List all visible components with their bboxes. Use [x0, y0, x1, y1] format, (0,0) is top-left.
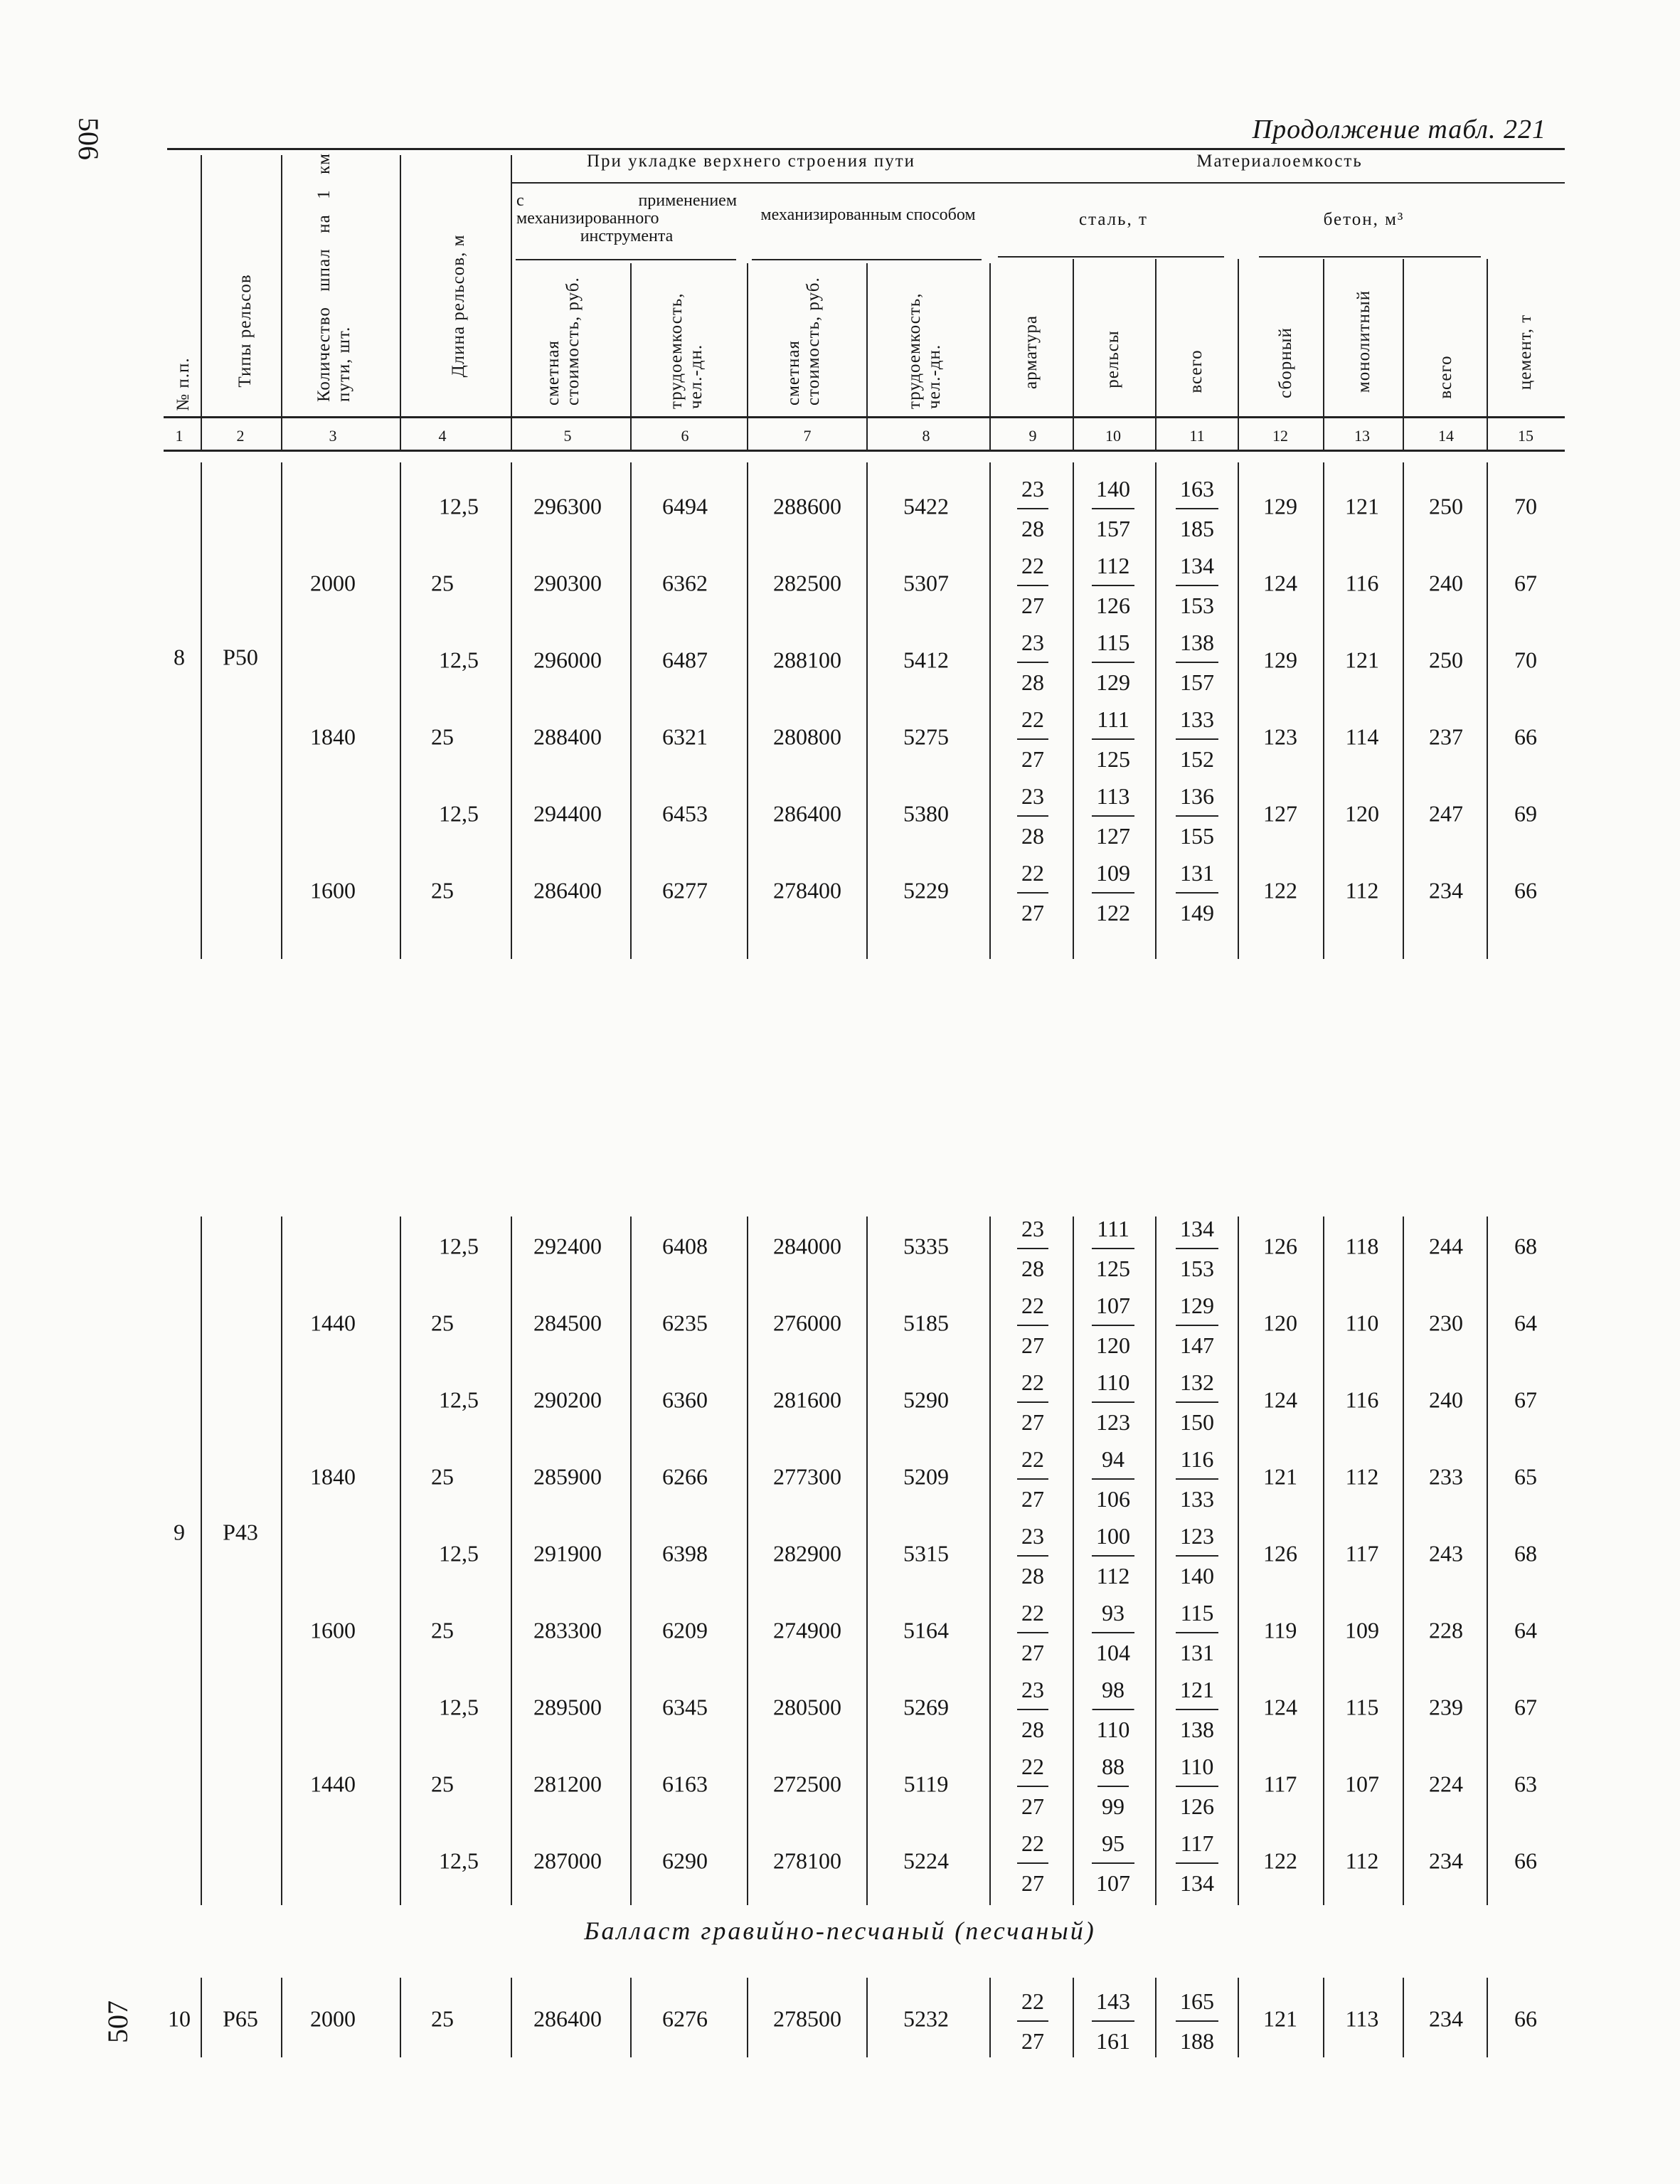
steel-total-fraction: 116 133 — [1180, 1440, 1214, 1518]
concrete-total: 243 — [1429, 1540, 1463, 1567]
header-steel-total: всего — [1186, 349, 1206, 393]
steel-total-fraction: 123 140 — [1180, 1517, 1214, 1595]
labor-manual: 6408 — [662, 1233, 708, 1259]
rails-fraction: 111 125 — [1096, 1209, 1130, 1288]
labor-manual: 6209 — [662, 1617, 708, 1643]
cost-manual: 286400 — [533, 877, 602, 903]
monolithic-concrete: 114 — [1345, 723, 1379, 750]
body-col-divider — [1238, 1978, 1239, 2057]
precast-concrete: 121 — [1263, 2005, 1297, 2032]
monolithic-concrete: 120 — [1345, 800, 1379, 827]
body-col-divider — [400, 1216, 401, 1905]
rail-type: P65 — [223, 2005, 258, 2032]
cement: 66 — [1514, 2005, 1537, 2032]
column-number: 15 — [1518, 427, 1533, 445]
cement: 67 — [1514, 1387, 1537, 1413]
header-rebar: арматура — [1021, 314, 1041, 390]
header-cost-manual: сметная стоимость, руб. — [543, 277, 583, 405]
cement: 67 — [1514, 1694, 1537, 1720]
rail-length: 25 — [431, 1463, 454, 1490]
precast-concrete: 126 — [1263, 1540, 1297, 1567]
rail-length: 12,5 — [439, 493, 479, 519]
rail-length: 12,5 — [439, 1848, 479, 1874]
labor-manual: 6453 — [662, 800, 708, 827]
cost-manual: 296300 — [533, 493, 602, 519]
rails-fraction: 112 126 — [1096, 546, 1130, 625]
labor-mech: 5119 — [903, 1771, 949, 1797]
header-rail-type: Типы рельсов — [235, 274, 255, 388]
rebar-fraction: 22 27 — [1021, 1982, 1044, 2060]
body-col-divider — [1487, 462, 1488, 959]
header-precast: сборный — [1276, 327, 1295, 398]
cement: 67 — [1514, 570, 1537, 596]
column-number: 7 — [803, 427, 812, 445]
body-col-divider — [630, 462, 632, 959]
rail-length: 25 — [431, 2005, 454, 2032]
rebar-fraction: 23 28 — [1021, 777, 1044, 855]
cost-mech: 276000 — [773, 1310, 841, 1336]
cement: 69 — [1514, 800, 1537, 827]
rebar-fraction: 22 27 — [1021, 1824, 1044, 1902]
concrete-total: 250 — [1429, 493, 1463, 519]
steel-total-fraction: 138 157 — [1180, 623, 1214, 701]
cost-manual: 281200 — [533, 1771, 602, 1797]
precast-concrete: 123 — [1263, 723, 1297, 750]
cost-manual: 291900 — [533, 1540, 602, 1567]
header-labor-manual: трудоемкость, чел.-дн. — [666, 292, 706, 409]
body-col-divider — [1073, 1978, 1074, 2057]
cost-mech: 288600 — [773, 493, 841, 519]
cement: 66 — [1514, 1848, 1537, 1874]
steel-total-fraction: 134 153 — [1180, 546, 1214, 625]
cost-mech: 281600 — [773, 1387, 841, 1413]
cost-mech: 282500 — [773, 570, 841, 596]
labor-manual: 6362 — [662, 570, 708, 596]
cement: 70 — [1514, 493, 1537, 519]
body-col-divider — [201, 1216, 202, 1905]
body-col-divider — [201, 1978, 202, 2057]
rail-length: 25 — [431, 723, 454, 750]
cement: 66 — [1514, 877, 1537, 903]
body-col-divider — [400, 462, 401, 959]
rail-length: 12,5 — [439, 1233, 479, 1259]
labor-mech: 5209 — [903, 1463, 949, 1490]
cost-mech: 274900 — [773, 1617, 841, 1643]
cement: 66 — [1514, 723, 1537, 750]
body-col-divider — [630, 1978, 632, 2057]
body-col-divider — [1155, 1978, 1157, 2057]
labor-manual: 6163 — [662, 1771, 708, 1797]
rebar-fraction: 22 27 — [1021, 1747, 1044, 1825]
body-col-divider — [747, 1216, 748, 1905]
labor-mech: 5232 — [903, 2005, 949, 2032]
rebar-fraction: 23 28 — [1021, 623, 1044, 701]
steel-total-fraction: 115 131 — [1180, 1594, 1214, 1672]
steel-total-fraction: 131 149 — [1180, 854, 1214, 932]
concrete-total: 244 — [1429, 1233, 1463, 1259]
rails-fraction: 95 107 — [1096, 1824, 1130, 1902]
material-header: Материалоемкость — [1196, 152, 1363, 171]
body-col-divider — [281, 462, 282, 959]
cost-mech: 277300 — [773, 1463, 841, 1490]
rail-type: P50 — [223, 644, 258, 670]
labor-manual: 6235 — [662, 1310, 708, 1336]
rails-fraction: 98 110 — [1097, 1670, 1130, 1749]
monolithic-concrete: 107 — [1345, 1771, 1379, 1797]
body-col-divider — [511, 1216, 512, 1905]
column-number: 8 — [922, 427, 930, 445]
column-number: 11 — [1189, 427, 1205, 445]
monolithic-concrete: 115 — [1345, 1694, 1379, 1720]
header-concrete-total: всего — [1436, 355, 1455, 399]
labor-manual: 6266 — [662, 1463, 708, 1490]
rails-fraction: 100 112 — [1096, 1517, 1130, 1595]
labor-manual: 6494 — [662, 493, 708, 519]
steel-total-fraction: 133 152 — [1180, 700, 1214, 778]
rebar-fraction: 23 28 — [1021, 1517, 1044, 1595]
cost-mech: 278400 — [773, 877, 841, 903]
body-col-divider — [866, 462, 868, 959]
body-col-divider — [511, 1978, 512, 2057]
concrete-total: 250 — [1429, 647, 1463, 673]
body-col-divider — [1155, 462, 1157, 959]
cost-mech: 288100 — [773, 647, 841, 673]
labor-manual: 6487 — [662, 647, 708, 673]
cost-mech: 280500 — [773, 1694, 841, 1720]
labor-manual: 6345 — [662, 1694, 708, 1720]
monolithic-concrete: 113 — [1345, 2005, 1379, 2032]
cost-manual: 287000 — [533, 1848, 602, 1874]
precast-concrete: 122 — [1263, 877, 1297, 903]
labor-mech: 5269 — [903, 1694, 949, 1720]
body-col-divider — [1238, 462, 1239, 959]
body-col-divider — [989, 1216, 991, 1905]
labor-mech: 5185 — [903, 1310, 949, 1336]
steel-total-fraction: 165 188 — [1180, 1982, 1214, 2060]
rebar-fraction: 22 27 — [1021, 1440, 1044, 1518]
rails-fraction: 110 123 — [1096, 1363, 1130, 1441]
monolithic-concrete: 117 — [1345, 1540, 1379, 1567]
concrete-total: 247 — [1429, 800, 1463, 827]
column-number: 9 — [1028, 427, 1037, 445]
steel-total-fraction: 136 155 — [1180, 777, 1214, 855]
precast-concrete: 124 — [1263, 570, 1297, 596]
header-n: № п.п. — [174, 357, 193, 411]
rail-length: 25 — [431, 1771, 454, 1797]
cost-manual: 289500 — [533, 1694, 602, 1720]
rebar-fraction: 22 27 — [1021, 1363, 1044, 1441]
steel-total-fraction: 121 138 — [1180, 1670, 1214, 1749]
rebar-fraction: 22 27 — [1021, 700, 1044, 778]
labor-mech: 5229 — [903, 877, 949, 903]
rebar-fraction: 23 28 — [1021, 1670, 1044, 1749]
cost-mech: 286400 — [773, 800, 841, 827]
labor-mech: 5335 — [903, 1233, 949, 1259]
page-number-bottom: 507 — [102, 2000, 134, 2043]
steel-total-fraction: 129 147 — [1180, 1286, 1214, 1364]
steel-total-fraction: 163 185 — [1180, 470, 1214, 548]
monolithic-concrete: 109 — [1345, 1617, 1379, 1643]
concrete-total: 234 — [1429, 2005, 1463, 2032]
header-rails: рельсы — [1103, 330, 1122, 388]
labor-manual: 6398 — [662, 1540, 708, 1567]
rebar-fraction: 23 28 — [1021, 1209, 1044, 1288]
rail-length: 12,5 — [439, 1387, 479, 1413]
table-continuation-caption: Продолжение табл. 221 — [1252, 115, 1546, 144]
concrete-total: 230 — [1429, 1310, 1463, 1336]
precast-concrete: 127 — [1263, 800, 1297, 827]
body-col-divider — [201, 462, 202, 959]
concrete-total: 228 — [1429, 1617, 1463, 1643]
rails-fraction: 109 122 — [1096, 854, 1130, 932]
row-number: 8 — [174, 644, 185, 670]
body-col-divider — [747, 462, 748, 959]
concrete-header: бетон, м³ — [1323, 210, 1405, 229]
body-col-divider — [866, 1216, 868, 1905]
cement: 64 — [1514, 1310, 1537, 1336]
column-number: 12 — [1272, 427, 1288, 445]
labor-mech: 5275 — [903, 723, 949, 750]
rails-fraction: 111 125 — [1096, 700, 1130, 778]
precast-concrete: 120 — [1263, 1310, 1297, 1336]
rebar-fraction: 22 27 — [1021, 546, 1044, 625]
body-col-divider — [511, 462, 512, 959]
page-number-top: 506 — [73, 117, 105, 160]
body-col-divider — [1403, 1978, 1404, 2057]
steel-total-fraction: 132 150 — [1180, 1363, 1214, 1441]
labor-mech: 5380 — [903, 800, 949, 827]
cost-manual: 288400 — [533, 723, 602, 750]
body-col-divider — [747, 1978, 748, 2057]
body-col-divider — [1487, 1216, 1488, 1905]
body-col-divider — [400, 1978, 401, 2057]
sleeper-count: 1440 — [310, 1310, 356, 1336]
rails-fraction: 143 161 — [1096, 1982, 1130, 2060]
rail-type: P43 — [223, 1519, 258, 1545]
column-number: 1 — [175, 427, 184, 445]
rebar-fraction: 22 27 — [1021, 1594, 1044, 1672]
labor-manual: 6321 — [662, 723, 708, 750]
rails-fraction: 88 99 — [1102, 1747, 1125, 1825]
rail-length: 25 — [431, 1617, 454, 1643]
rebar-fraction: 22 27 — [1021, 1286, 1044, 1364]
labor-manual: 6290 — [662, 1848, 708, 1874]
header-cost-mech: сметная стоимость, руб. — [784, 277, 823, 405]
precast-concrete: 122 — [1263, 1848, 1297, 1874]
cement: 64 — [1514, 1617, 1537, 1643]
cost-mech: 278100 — [773, 1848, 841, 1874]
cost-manual: 284500 — [533, 1310, 602, 1336]
rebar-fraction: 23 28 — [1021, 470, 1044, 548]
laying-header: При укладке верхнего строения пути — [586, 152, 916, 171]
body-col-divider — [989, 1978, 991, 2057]
concrete-total: 234 — [1429, 1848, 1463, 1874]
cost-mech: 272500 — [773, 1771, 841, 1797]
steel-header: сталь, т — [1079, 210, 1148, 229]
column-number: 5 — [563, 427, 572, 445]
cement: 68 — [1514, 1233, 1537, 1259]
section-label: Балласт гравийно-песчаный (песчаный) — [584, 1917, 1096, 1945]
sleeper-count: 1440 — [310, 1771, 356, 1797]
body-col-divider — [1323, 1978, 1324, 2057]
column-number: 4 — [438, 427, 447, 445]
body-col-divider — [1403, 1216, 1404, 1905]
cement: 68 — [1514, 1540, 1537, 1567]
cost-mech: 280800 — [773, 723, 841, 750]
concrete-total: 234 — [1429, 877, 1463, 903]
sleeper-count: 2000 — [310, 2005, 356, 2032]
cost-mech: 284000 — [773, 1233, 841, 1259]
concrete-total: 239 — [1429, 1694, 1463, 1720]
labor-mech: 5224 — [903, 1848, 949, 1874]
body-col-divider — [1323, 462, 1324, 959]
labor-mech: 5412 — [903, 647, 949, 673]
labor-mech: 5290 — [903, 1387, 949, 1413]
rails-fraction: 107 120 — [1096, 1286, 1130, 1364]
cost-manual: 286400 — [533, 2005, 602, 2032]
header-sleepers: Количество шпал на 1 км пути, шт. — [314, 153, 353, 402]
cement: 63 — [1514, 1771, 1537, 1797]
header-cement: цемент, т — [1516, 314, 1535, 391]
column-number: 14 — [1438, 427, 1454, 445]
cost-mech: 278500 — [773, 2005, 841, 2032]
header-rail-length: Длина рельсов, м — [449, 234, 468, 378]
labor-mech: 5307 — [903, 570, 949, 596]
concrete-total: 233 — [1429, 1463, 1463, 1490]
precast-concrete: 124 — [1263, 1387, 1297, 1413]
rails-fraction: 113 127 — [1096, 777, 1130, 855]
rebar-fraction: 22 27 — [1021, 854, 1044, 932]
rail-length: 25 — [431, 570, 454, 596]
mechanized-header: механизированным способом — [760, 206, 976, 224]
header-monolithic: монолитный — [1354, 290, 1373, 393]
monolithic-concrete: 112 — [1345, 877, 1379, 903]
monolithic-concrete: 112 — [1345, 1463, 1379, 1490]
sleeper-count: 1840 — [310, 723, 356, 750]
rail-length: 12,5 — [439, 800, 479, 827]
body-col-divider — [630, 1216, 632, 1905]
row-number: 10 — [168, 2005, 191, 2032]
labor-manual: 6277 — [662, 877, 708, 903]
precast-concrete: 119 — [1263, 1617, 1297, 1643]
steel-total-fraction: 134 153 — [1180, 1209, 1214, 1288]
cost-manual: 292400 — [533, 1233, 602, 1259]
labor-mech: 5315 — [903, 1540, 949, 1567]
rails-fraction: 94 106 — [1096, 1440, 1130, 1518]
body-col-divider — [989, 462, 991, 959]
manual-tools-header: с применением механизированного инструмента — [516, 191, 737, 245]
cost-manual: 294400 — [533, 800, 602, 827]
rails-fraction: 115 129 — [1096, 623, 1130, 701]
precast-concrete: 129 — [1263, 493, 1297, 519]
concrete-total: 240 — [1429, 570, 1463, 596]
body-col-divider — [281, 1216, 282, 1905]
labor-manual: 6276 — [662, 2005, 708, 2032]
body-col-divider — [1403, 462, 1404, 959]
rail-length: 12,5 — [439, 1540, 479, 1567]
monolithic-concrete: 116 — [1345, 1387, 1379, 1413]
cement: 70 — [1514, 647, 1537, 673]
body-col-divider — [281, 1978, 282, 2057]
column-number: 2 — [236, 427, 245, 445]
cost-manual: 283300 — [533, 1617, 602, 1643]
body-col-divider — [866, 1978, 868, 2057]
body-col-divider — [1073, 462, 1074, 959]
column-number: 13 — [1354, 427, 1370, 445]
labor-mech: 5164 — [903, 1617, 949, 1643]
cost-mech: 282900 — [773, 1540, 841, 1567]
labor-manual: 6360 — [662, 1387, 708, 1413]
sleeper-count: 1840 — [310, 1463, 356, 1490]
column-number: 10 — [1105, 427, 1121, 445]
monolithic-concrete: 112 — [1345, 1848, 1379, 1874]
cost-manual: 290200 — [533, 1387, 602, 1413]
body-col-divider — [1487, 1978, 1488, 2057]
body-col-divider — [1238, 1216, 1239, 1905]
monolithic-concrete: 121 — [1345, 493, 1379, 519]
rail-length: 12,5 — [439, 647, 479, 673]
column-number: 3 — [329, 427, 337, 445]
column-number: 6 — [681, 427, 689, 445]
precast-concrete: 126 — [1263, 1233, 1297, 1259]
body-col-divider — [1155, 1216, 1157, 1905]
monolithic-concrete: 110 — [1345, 1310, 1379, 1336]
header-labor-mech: трудоемкость, чел.-дн. — [905, 292, 944, 409]
cost-manual: 290300 — [533, 570, 602, 596]
rail-length: 25 — [431, 1310, 454, 1336]
labor-mech: 5422 — [903, 493, 949, 519]
concrete-total: 240 — [1429, 1387, 1463, 1413]
rail-length: 12,5 — [439, 1694, 479, 1720]
rails-fraction: 93 104 — [1096, 1594, 1130, 1672]
precast-concrete: 117 — [1263, 1771, 1297, 1797]
concrete-total: 224 — [1429, 1771, 1463, 1797]
row-number: 9 — [174, 1519, 185, 1545]
sleeper-count: 1600 — [310, 877, 356, 903]
precast-concrete: 121 — [1263, 1463, 1297, 1490]
steel-total-fraction: 110 126 — [1180, 1747, 1214, 1825]
sleeper-count: 2000 — [310, 570, 356, 596]
monolithic-concrete: 116 — [1345, 570, 1379, 596]
cost-manual: 285900 — [533, 1463, 602, 1490]
cost-manual: 296000 — [533, 647, 602, 673]
precast-concrete: 129 — [1263, 647, 1297, 673]
sleeper-count: 1600 — [310, 1617, 356, 1643]
precast-concrete: 124 — [1263, 1694, 1297, 1720]
body-col-divider — [1073, 1216, 1074, 1905]
rail-length: 25 — [431, 877, 454, 903]
cement: 65 — [1514, 1463, 1537, 1490]
monolithic-concrete: 121 — [1345, 647, 1379, 673]
monolithic-concrete: 118 — [1345, 1233, 1379, 1259]
concrete-total: 237 — [1429, 723, 1463, 750]
rails-fraction: 140 157 — [1096, 470, 1130, 548]
steel-total-fraction: 117 134 — [1180, 1824, 1214, 1902]
body-col-divider — [1323, 1216, 1324, 1905]
